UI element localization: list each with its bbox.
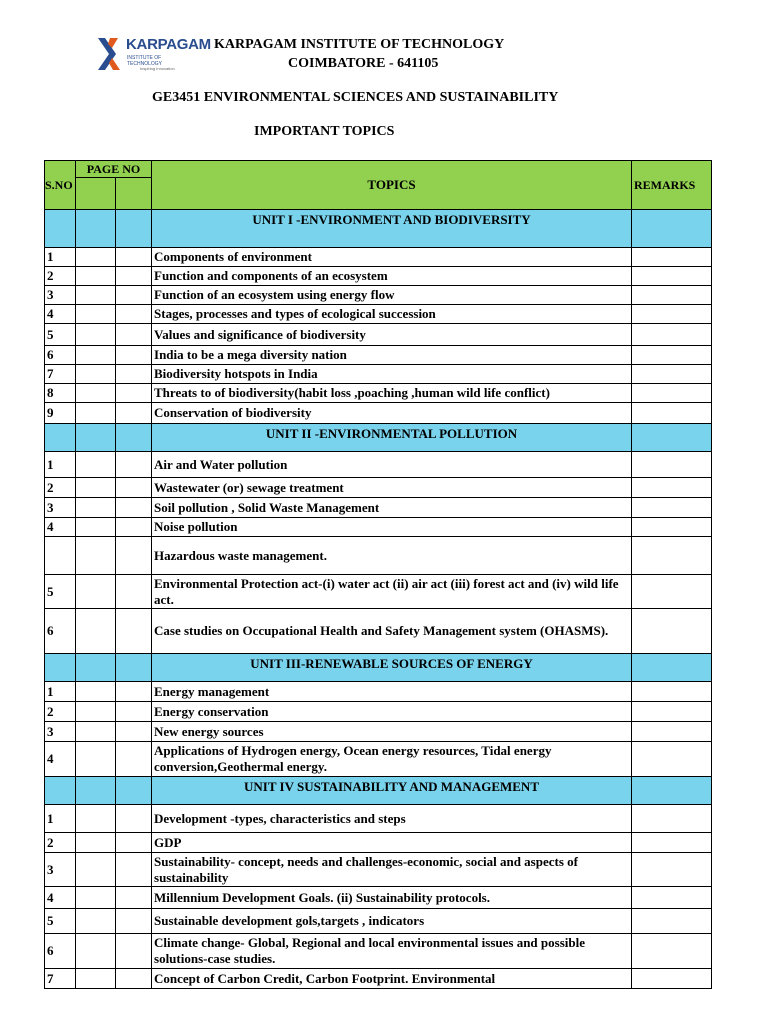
institute-name: KARPAGAM INSTITUTE OF TECHNOLOGY bbox=[214, 37, 505, 52]
page-no-cell bbox=[76, 498, 116, 518]
table-row bbox=[45, 248, 712, 267]
page-no-cell bbox=[116, 478, 152, 498]
institute-location: COIMBATORE - 641105 bbox=[288, 56, 439, 71]
topic-text: Function of an ecosystem using energy flow bbox=[152, 286, 632, 305]
page-no-cell bbox=[76, 722, 116, 742]
row-number: 5 bbox=[45, 575, 76, 609]
row-number: 3 bbox=[45, 722, 76, 742]
unit-header-row bbox=[45, 424, 712, 452]
page-no-cell bbox=[76, 452, 116, 478]
table-header-row bbox=[45, 161, 712, 178]
row-number: 4 bbox=[45, 742, 76, 777]
row-number: 7 bbox=[45, 365, 76, 384]
remarks-cell bbox=[632, 267, 712, 286]
topic-text: Hazardous waste management. bbox=[152, 537, 632, 575]
logo-subtitle: INSTITUTE OF TECHNOLOGY bbox=[127, 55, 163, 67]
document-title: IMPORTANT TOPICS bbox=[254, 124, 395, 139]
remarks-cell bbox=[632, 909, 712, 934]
remarks-cell bbox=[632, 324, 712, 346]
page-no-cell bbox=[76, 305, 116, 324]
table-row bbox=[45, 267, 712, 286]
remarks-cell bbox=[632, 575, 712, 609]
remarks-cell bbox=[632, 969, 712, 989]
row-number: 8 bbox=[45, 384, 76, 403]
table-row bbox=[45, 498, 712, 518]
remarks-cell bbox=[632, 365, 712, 384]
page-no-cell bbox=[76, 267, 116, 286]
page-no-cell bbox=[116, 805, 152, 833]
row-number: 2 bbox=[45, 833, 76, 853]
table-row bbox=[45, 853, 712, 887]
table-row bbox=[45, 909, 712, 934]
topic-text: Energy conservation bbox=[152, 702, 632, 722]
page-no-cell bbox=[116, 537, 152, 575]
logo-name: KARPAGAM bbox=[126, 36, 211, 53]
page-no-cell bbox=[76, 609, 116, 654]
course-title: GE3451 ENVIRONMENTAL SCIENCES AND SUSTAINABILITY bbox=[152, 90, 559, 105]
page-no-subcol-1 bbox=[76, 178, 116, 210]
unit-header-row bbox=[45, 777, 712, 805]
row-number: 7 bbox=[45, 969, 76, 989]
page-no-cell bbox=[76, 575, 116, 609]
topic-text: Applications of Hydrogen energy, Ocean energy resources, Tidal energy conversion,Geothermal energy. bbox=[152, 742, 632, 777]
remarks-cell bbox=[632, 609, 712, 654]
page-no-cell bbox=[76, 969, 116, 989]
remarks-cell bbox=[632, 286, 712, 305]
topic-text: Climate change- Global, Regional and local environmental issues and possible solutions-case studies. bbox=[152, 934, 632, 969]
page-no-cell bbox=[76, 682, 116, 702]
row-number: 9 bbox=[45, 403, 76, 424]
page-no-cell bbox=[76, 324, 116, 346]
page-no-cell bbox=[116, 267, 152, 286]
table-row bbox=[45, 403, 712, 424]
topic-text: Wastewater (or) sewage treatment bbox=[152, 478, 632, 498]
row-number: 3 bbox=[45, 286, 76, 305]
topic-text: Stages, processes and types of ecological succession bbox=[152, 305, 632, 324]
table-row bbox=[45, 324, 712, 346]
table-row bbox=[45, 286, 712, 305]
topic-text: Noise pollution bbox=[152, 518, 632, 537]
page-no-cell bbox=[76, 702, 116, 722]
page-no-cell bbox=[76, 248, 116, 267]
table-row bbox=[45, 722, 712, 742]
page-no-cell bbox=[76, 805, 116, 833]
topic-text: Sustainability- concept, needs and challenges-economic, social and aspects of sustainability bbox=[152, 853, 632, 887]
table-row bbox=[45, 833, 712, 853]
logo-tagline: Inspiring Innovation bbox=[140, 66, 175, 71]
topic-text: Soil pollution , Solid Waste Management bbox=[152, 498, 632, 518]
topic-text: Values and significance of biodiversity bbox=[152, 324, 632, 346]
topic-text: Function and components of an ecosystem bbox=[152, 267, 632, 286]
remarks-cell bbox=[632, 722, 712, 742]
remarks-cell bbox=[632, 384, 712, 403]
page-no-subcol-2 bbox=[116, 178, 152, 210]
table-row bbox=[45, 934, 712, 969]
row-number: 4 bbox=[45, 518, 76, 537]
table-row bbox=[45, 365, 712, 384]
unit-title: UNIT II -ENVIRONMENTAL POLLUTION bbox=[152, 424, 632, 452]
col-header-remarks: REMARKS bbox=[632, 161, 712, 210]
table-row bbox=[45, 346, 712, 365]
remarks-cell bbox=[632, 934, 712, 969]
topic-text: Concept of Carbon Credit, Carbon Footprint. Environmental bbox=[152, 969, 632, 989]
unit-title: UNIT IV SUSTAINABILITY AND MANAGEMENT bbox=[152, 777, 632, 805]
remarks-cell bbox=[632, 305, 712, 324]
remarks-cell bbox=[632, 742, 712, 777]
page-no-cell bbox=[116, 934, 152, 969]
page-no-cell bbox=[116, 452, 152, 478]
karpagam-logo bbox=[96, 36, 211, 78]
page-no-cell bbox=[76, 887, 116, 909]
logo-mark-icon bbox=[96, 36, 126, 72]
page-no-cell bbox=[116, 887, 152, 909]
table-row bbox=[45, 805, 712, 833]
row-number: 5 bbox=[45, 324, 76, 346]
page-no-cell bbox=[76, 403, 116, 424]
topic-text: Development -types, characteristics and steps bbox=[152, 805, 632, 833]
page-no-cell bbox=[76, 518, 116, 537]
row-number: 6 bbox=[45, 346, 76, 365]
remarks-cell bbox=[632, 805, 712, 833]
page-no-cell bbox=[116, 575, 152, 609]
page-no-cell bbox=[116, 909, 152, 934]
row-number bbox=[45, 537, 76, 575]
table-row bbox=[45, 537, 712, 575]
row-number: 2 bbox=[45, 702, 76, 722]
row-number: 3 bbox=[45, 498, 76, 518]
table-row bbox=[45, 518, 712, 537]
page-no-cell bbox=[116, 833, 152, 853]
unit-header-row bbox=[45, 210, 712, 248]
page-no-cell bbox=[116, 722, 152, 742]
topic-text: Millennium Development Goals. (ii) Sustainability protocols. bbox=[152, 887, 632, 909]
row-number: 1 bbox=[45, 805, 76, 833]
table-row bbox=[45, 575, 712, 609]
page-no-cell bbox=[76, 384, 116, 403]
page-no-cell bbox=[116, 969, 152, 989]
row-number: 1 bbox=[45, 452, 76, 478]
page-no-cell bbox=[116, 518, 152, 537]
row-number: 1 bbox=[45, 682, 76, 702]
page-no-cell bbox=[76, 537, 116, 575]
table-row bbox=[45, 742, 712, 777]
page-no-cell bbox=[116, 248, 152, 267]
row-number: 6 bbox=[45, 609, 76, 654]
unit-title: UNIT I -ENVIRONMENT AND BIODIVERSITY bbox=[152, 210, 632, 248]
remarks-cell bbox=[632, 702, 712, 722]
col-header-sno: S.NO bbox=[45, 161, 76, 210]
page-no-cell bbox=[76, 365, 116, 384]
topic-text: Case studies on Occupational Health and Safety Management system (OHASMS). bbox=[152, 609, 632, 654]
topic-text: GDP bbox=[152, 833, 632, 853]
page-no-cell bbox=[116, 286, 152, 305]
table-row bbox=[45, 478, 712, 498]
row-number: 4 bbox=[45, 305, 76, 324]
page-no-cell bbox=[76, 346, 116, 365]
remarks-cell bbox=[632, 403, 712, 424]
unit-header-row bbox=[45, 654, 712, 682]
row-number: 2 bbox=[45, 478, 76, 498]
remarks-cell bbox=[632, 887, 712, 909]
table-row bbox=[45, 702, 712, 722]
table-row bbox=[45, 384, 712, 403]
page-no-cell bbox=[76, 742, 116, 777]
table-row bbox=[45, 969, 712, 989]
page-no-cell bbox=[116, 324, 152, 346]
page-no-cell bbox=[76, 853, 116, 887]
remarks-cell bbox=[632, 452, 712, 478]
row-number: 3 bbox=[45, 853, 76, 887]
topic-text: Environmental Protection act-(i) water act (ii) air act (iii) forest act and (iv) wild life act. bbox=[152, 575, 632, 609]
table-row bbox=[45, 609, 712, 654]
row-number: 1 bbox=[45, 248, 76, 267]
page-no-cell bbox=[116, 702, 152, 722]
table-row bbox=[45, 887, 712, 909]
page-no-cell bbox=[116, 853, 152, 887]
topic-text: Conservation of biodiversity bbox=[152, 403, 632, 424]
page-no-cell bbox=[116, 498, 152, 518]
remarks-cell bbox=[632, 682, 712, 702]
remarks-cell bbox=[632, 853, 712, 887]
page-no-cell bbox=[116, 682, 152, 702]
topic-text: Threats to of biodiversity(habit loss ,poaching ,human wild life conflict) bbox=[152, 384, 632, 403]
topic-text: Biodiversity hotspots in India bbox=[152, 365, 632, 384]
page-no-cell bbox=[76, 286, 116, 305]
topic-text: Sustainable development gols,targets , indicators bbox=[152, 909, 632, 934]
row-number: 2 bbox=[45, 267, 76, 286]
topic-text: Components of environment bbox=[152, 248, 632, 267]
topic-text: Energy management bbox=[152, 682, 632, 702]
col-header-page-no: PAGE NO bbox=[76, 161, 152, 178]
remarks-cell bbox=[632, 478, 712, 498]
page-no-cell bbox=[76, 934, 116, 969]
page-no-cell bbox=[116, 403, 152, 424]
remarks-cell bbox=[632, 248, 712, 267]
page-no-cell bbox=[116, 742, 152, 777]
table-row bbox=[45, 452, 712, 478]
page-no-cell bbox=[116, 365, 152, 384]
topic-text: New energy sources bbox=[152, 722, 632, 742]
remarks-cell bbox=[632, 498, 712, 518]
topic-text: India to be a mega diversity nation bbox=[152, 346, 632, 365]
page-no-cell bbox=[76, 909, 116, 934]
topics-table bbox=[44, 160, 712, 989]
page-no-cell bbox=[116, 384, 152, 403]
remarks-cell bbox=[632, 833, 712, 853]
unit-title: UNIT III-RENEWABLE SOURCES OF ENERGY bbox=[152, 654, 632, 682]
row-number: 6 bbox=[45, 934, 76, 969]
row-number: 5 bbox=[45, 909, 76, 934]
page-no-cell bbox=[76, 833, 116, 853]
remarks-cell bbox=[632, 537, 712, 575]
page-no-cell bbox=[116, 305, 152, 324]
page-no-cell bbox=[116, 609, 152, 654]
row-number: 4 bbox=[45, 887, 76, 909]
table-row bbox=[45, 682, 712, 702]
table-row bbox=[45, 305, 712, 324]
col-header-topics: TOPICS bbox=[152, 161, 632, 210]
page-no-cell bbox=[116, 346, 152, 365]
page-no-cell bbox=[76, 478, 116, 498]
remarks-cell bbox=[632, 518, 712, 537]
remarks-cell bbox=[632, 346, 712, 365]
topic-text: Air and Water pollution bbox=[152, 452, 632, 478]
